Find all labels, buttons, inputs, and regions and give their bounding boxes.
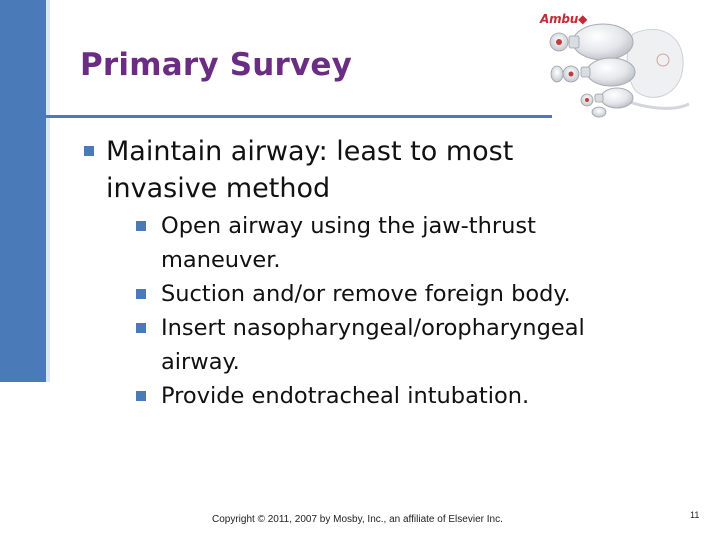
bullet-item xyxy=(84,133,626,413)
sub-bullet-item xyxy=(134,209,626,277)
left-accent-band-shadow xyxy=(46,0,50,382)
title-divider xyxy=(30,115,552,118)
square-bullet-icon xyxy=(136,391,146,401)
sub-bullet-text: Insert nasopharyngeal/oropharyngeal airway. xyxy=(161,315,585,375)
sub-bullet-text: Provide endotracheal intubation. xyxy=(161,383,530,409)
slide-title: Primary Survey xyxy=(80,47,353,83)
left-accent-band xyxy=(0,0,46,382)
square-bullet-icon xyxy=(136,221,146,231)
sub-bullet-list xyxy=(134,209,626,413)
sub-bullet-item xyxy=(134,277,626,311)
sub-bullet-text: Suction and/or remove foreign body. xyxy=(161,281,571,307)
brand-logo: Ambu◆ xyxy=(540,12,588,26)
sub-bullet-text: Open airway using the jaw-thrust maneuver. xyxy=(161,213,536,273)
page-number: 11 xyxy=(690,510,700,520)
copyright-footer: Copyright © 2011, 2007 by Mosby, Inc., an affiliate of Elsevier Inc. xyxy=(212,514,503,525)
bullet-text: Maintain airway: least to most invasive method xyxy=(106,136,514,204)
square-bullet-icon xyxy=(84,146,94,156)
bullet-list xyxy=(84,133,684,413)
sub-bullet-item xyxy=(134,311,626,379)
square-bullet-icon xyxy=(136,289,146,299)
sub-bullet-item xyxy=(134,379,626,413)
square-bullet-icon xyxy=(136,323,146,333)
